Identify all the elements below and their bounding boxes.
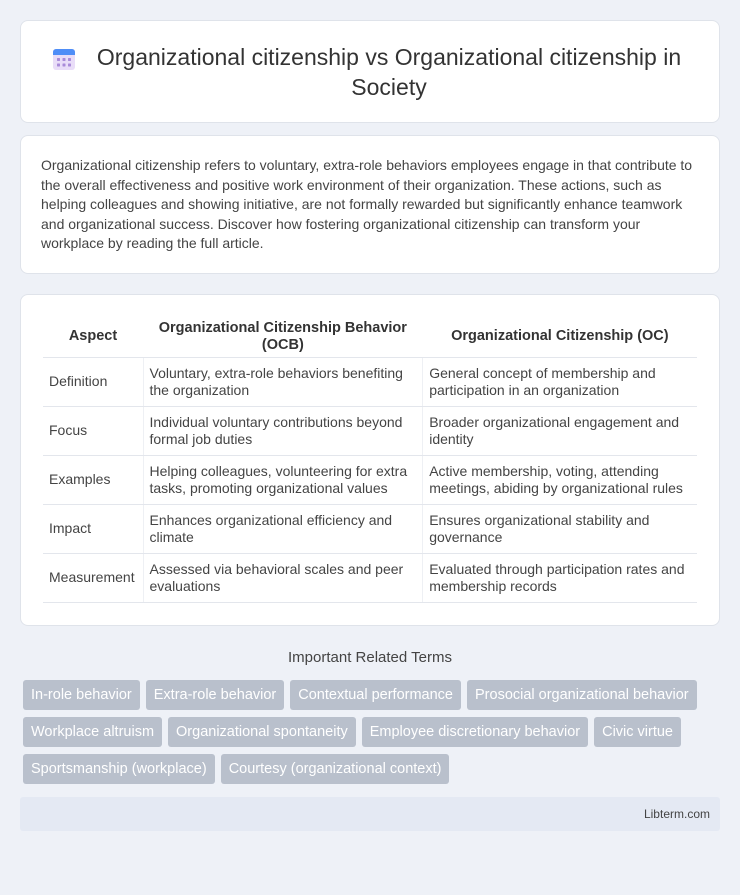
row-aspect: Measurement — [43, 553, 143, 602]
row-ocb-value: Enhances organizational efficiency and climate — [143, 504, 423, 553]
header-ocb: Organizational Citizenship Behavior (OCB) — [143, 315, 423, 357]
title-card — [20, 20, 720, 123]
row-aspect: Impact — [43, 504, 143, 553]
related-term-tag[interactable]: Prosocial organizational behavior — [467, 680, 697, 710]
footer-site-link[interactable]: Libterm.com — [643, 807, 710, 821]
row-ocb-value: Assessed via behavioral scales and peer evaluations — [143, 553, 423, 602]
table-row — [43, 455, 697, 504]
intro-text: Organizational citizenship refers to voluntary, extra-role behaviors employees engage in that contribute to the overall effectiveness and positive work environment of their organization. These actions, such as helping colleagues and showing initiative, are not formally rewarded but significantly enhance teamwork and organizational success. Discover how fostering organizational citizenship can transform your workplace by reading the full article. — [41, 157, 693, 252]
header-oc: Organizational Citizenship (OC) — [423, 315, 697, 357]
table-header-row — [43, 315, 697, 357]
related-term-tag[interactable]: Contextual performance — [290, 680, 461, 710]
related-term-tag[interactable]: In-role behavior — [23, 680, 140, 710]
related-term-tag[interactable]: Civic virtue — [594, 717, 681, 747]
title-row — [51, 42, 689, 102]
row-ocb-value: Voluntary, extra-role behaviors benefiting the organization — [143, 357, 423, 406]
comparison-card — [20, 294, 720, 626]
row-aspect: Focus — [43, 406, 143, 455]
row-oc-value: Broader organizational engagement and identity — [423, 406, 697, 455]
row-oc-value: Active membership, voting, attending meetings, abiding by organizational rules — [423, 455, 697, 504]
table-row — [43, 504, 697, 553]
comparison-table — [43, 315, 697, 603]
row-ocb-value: Individual voluntary contributions beyond formal job duties — [143, 406, 423, 455]
intro-card — [20, 135, 720, 274]
related-term-tag[interactable]: Sportsmanship (workplace) — [23, 754, 215, 784]
related-term-tag[interactable]: Organizational spontaneity — [168, 717, 356, 747]
row-aspect: Examples — [43, 455, 143, 504]
table-row — [43, 357, 697, 406]
related-terms-list — [20, 680, 720, 784]
related-term-tag[interactable]: Courtesy (organizational context) — [221, 754, 450, 784]
footer — [20, 797, 720, 831]
row-oc-value: Evaluated through participation rates and membership records — [423, 553, 697, 602]
row-ocb-value: Helping colleagues, volunteering for extra tasks, promoting organizational values — [143, 455, 423, 504]
header-aspect: Aspect — [43, 315, 143, 357]
related-term-tag[interactable]: Extra-role behavior — [146, 680, 285, 710]
table-row — [43, 553, 697, 602]
row-oc-value: Ensures organizational stability and governance — [423, 504, 697, 553]
row-aspect: Definition — [43, 357, 143, 406]
page-title: Organizational citizenship vs Organizational citizenship in Society — [96, 43, 682, 100]
related-terms-title: Important Related Terms — [288, 649, 452, 666]
related-term-tag[interactable]: Employee discretionary behavior — [362, 717, 588, 747]
table-row — [43, 406, 697, 455]
related-term-tag[interactable]: Workplace altruism — [23, 717, 162, 747]
calendar-icon — [51, 46, 77, 72]
row-oc-value: General concept of membership and participation in an organization — [423, 357, 697, 406]
